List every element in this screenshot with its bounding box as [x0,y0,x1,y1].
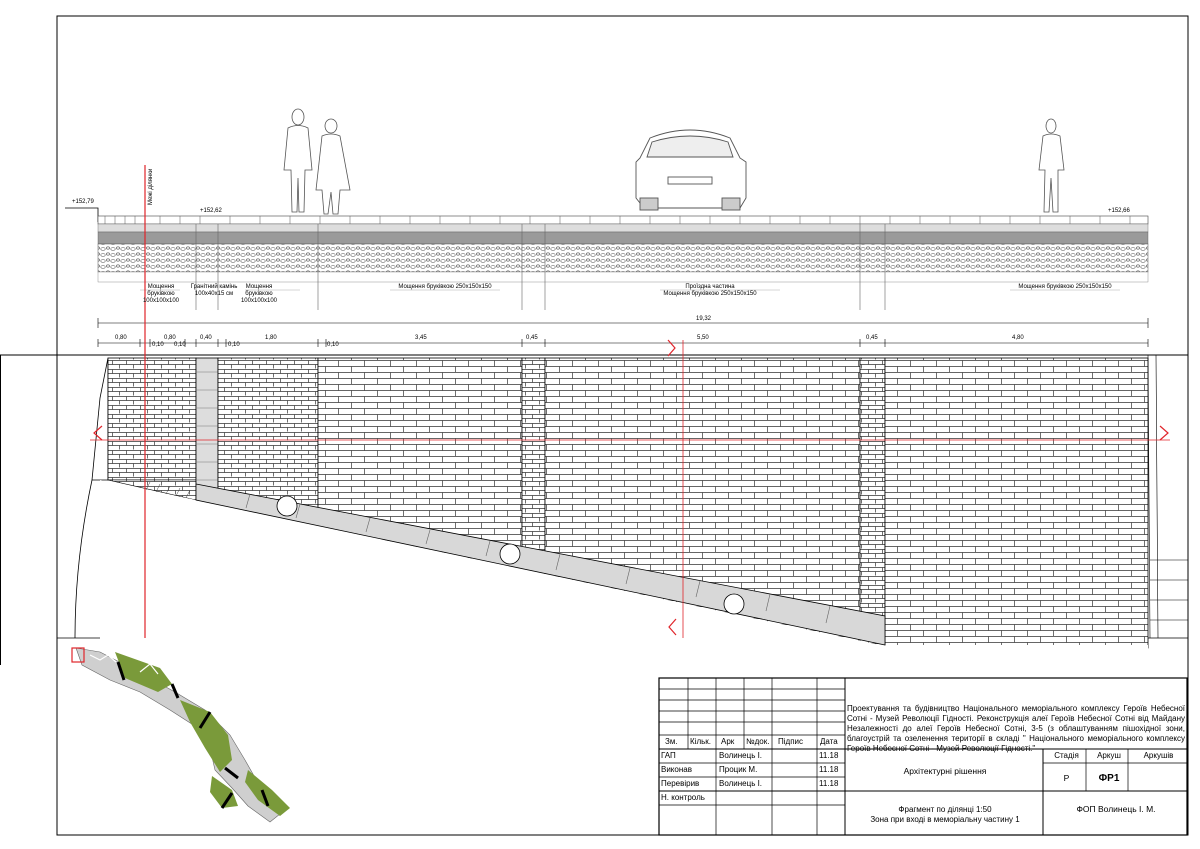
tb-header-kilk: Кільк. [690,737,711,746]
dim-3-45: 3,45 [415,335,427,341]
right-edge-lines [1148,355,1188,638]
tb-stage-label: Стадія [1054,751,1079,760]
dim-4-80: 4,80 [1012,335,1024,341]
elevation-right: +152,66 [1108,208,1130,214]
key-plan [72,648,290,822]
section-mark-right [1160,426,1168,440]
dim-0-80-b: 0,80 [164,335,176,341]
dim-0-10-c: 0,10 [228,342,240,348]
subbase-layer [98,272,1148,282]
tb-row-name: Процик М. [719,765,758,774]
tb-header-ark: Арк [721,737,735,746]
separator-strip-a [522,358,545,566]
tb-row-name: Волинець І. [719,751,763,760]
boundary-vertical-label: Межі ділянки [148,168,154,205]
dim-0-40: 0,40 [200,335,212,341]
dim-1-80: 1,80 [265,335,277,341]
car-figure [636,130,746,210]
separator-strip-b [860,358,885,648]
sand-layer [98,224,1148,232]
tb-sheets-label: Аркушів [1143,751,1174,760]
small-brick-zone-b [218,358,318,510]
tb-header-zm: Зм. [665,737,678,746]
left-transition-zone [92,358,108,480]
label-granite: Гранітний камінь 100х40х15 см [190,284,238,297]
dim-5-50: 5,50 [697,335,709,341]
label-paving-100-b: Мощення бруківкою 100х100х100 [240,284,278,304]
dim-0-80-a: 0,80 [115,335,127,341]
paving-layer [98,216,1148,224]
tb-row-role: Н. контроль [661,793,705,802]
tb-sheet-label: Аркуш [1097,751,1121,760]
label-roadway: Проїздна частина Мощення бруківкою 250х150х150 [663,284,757,297]
overall-dimension-line [98,318,1148,328]
tb-row-date: 11.18 [819,751,839,760]
tb-section-title: Архітектурні рішення [903,766,987,776]
granite-strip [196,358,218,500]
dim-0-10-d: 0,10 [327,342,339,348]
dim-0-45-b: 0,45 [866,335,878,341]
left-ground-line [65,208,98,222]
dim-0-10-b: 0,10 [174,342,186,348]
tb-row-date: 11.18 [819,765,839,774]
key-plan-green-b [180,700,232,772]
tb-header-pidpys: Підпис [778,737,803,746]
dim-total: 19,32 [696,316,712,322]
label-paving-250-b: Мощення бруківкою 250х150х150 [1018,284,1112,290]
section-mark-top [668,340,675,356]
tb-header-ndok: №док. [746,737,770,746]
title-block [659,678,1187,835]
tb-row-role: Перевірив [661,779,700,788]
tb-stage-value: Р [1063,773,1070,783]
drain-circle [500,544,520,564]
label-paving-100-a: Мощення бруківкою 100х100х100 [142,284,180,304]
concrete-layer [98,232,1148,244]
tb-company: ФОП Волинець І. М. [1076,804,1156,814]
segment-dimension-line [98,339,1148,347]
tb-drawing-name: Фрагмент по ділянці 1:50 Зона при вході в меморіальну частину 1 [870,805,1020,824]
elevation-mid: +152,62 [200,208,222,214]
small-brick-zone-a [108,358,196,480]
left-curve [75,480,92,638]
tb-row-name: Волинець І. [719,779,763,788]
large-brick-zone-b [885,358,1148,648]
pedestrian-couple-figure [284,109,350,214]
drain-circle [724,594,744,614]
key-plan-footprint [76,648,285,822]
dim-0-45-a: 0,45 [526,335,538,341]
gravel-layer [98,244,1148,272]
woman-figure [1039,119,1064,212]
tb-project-text: Проектування та будівництво Національного меморіального комплексу Героїв Небесної Сотні - Музей Революції Гідності. Реконструкція алеї Героїв Небесної Сотні від Майдану Незалежності до алеї Героїв Небесної Сотні, 3-5 (з облаштуванням пішохідної зони, благоустрій та озеленення території в складі " Національного меморіального комплексу Героїв Небесної Сотні - Музей Революції Гідності." [847,704,1185,753]
tb-sheet-value: ФР1 [1098,773,1120,784]
dim-0-10-a: 0,10 [152,342,164,348]
tb-row-role: Виконав [661,765,692,774]
tb-row-date: 11.18 [819,779,839,788]
label-paving-250-a: Мощення бруківкою 250х150х150 [398,284,492,290]
tb-row-role: ГАП [661,751,676,760]
elevation-left: +152,79 [72,199,94,205]
drain-circle [277,496,297,516]
tb-header-data: Дата [820,737,838,746]
plan-view [75,355,1188,660]
